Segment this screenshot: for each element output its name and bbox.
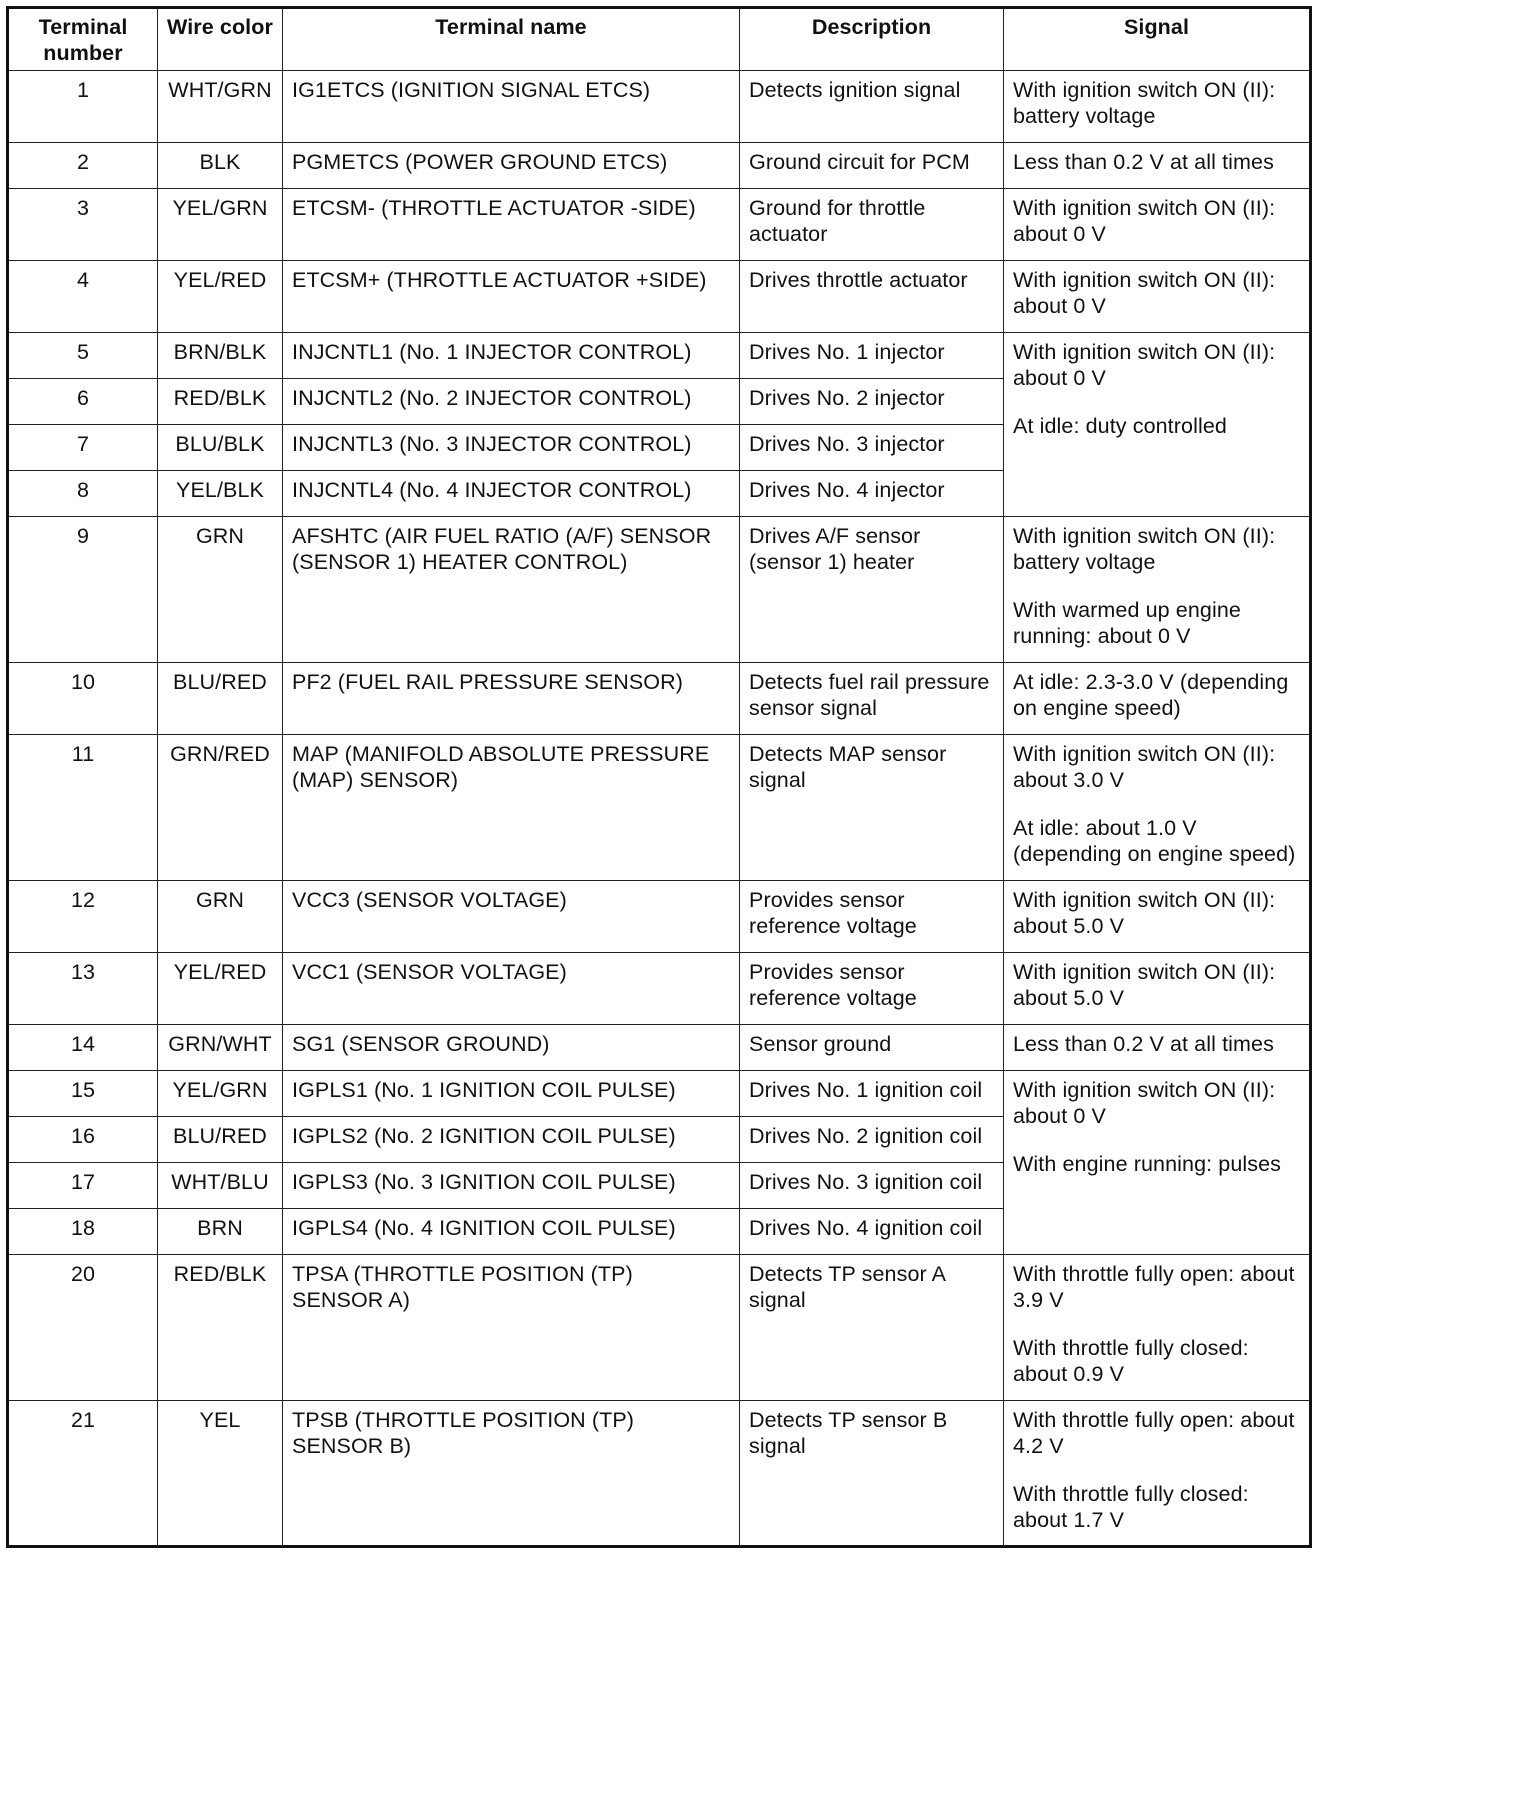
signal-text: With throttle fully closed: about 0.9 V [1013,1336,1249,1386]
wire-color: WHT/BLU [158,1163,283,1209]
signal-text: With ignition switch ON (II): about 3.0 V [1013,742,1276,792]
signal-text: With ignition switch ON (II): about 0 V [1013,268,1276,318]
terminal-description: Drives No. 1 injector [740,333,1004,379]
terminal-name: INJCNTL1 (No. 1 INJECTOR CONTROL) [283,333,740,379]
terminal-description: Detects MAP sensor signal [740,735,1004,881]
terminal-signal [1004,881,1311,953]
terminal-name: VCC1 (SENSOR VOLTAGE) [283,953,740,1025]
wire-color: BLU/RED [158,663,283,735]
table-row [8,333,1311,379]
terminal-number: 7 [8,425,158,471]
wire-color: BLK [158,143,283,189]
terminal-name: ETCSM+ (THROTTLE ACTUATOR +SIDE) [283,261,740,333]
terminal-name: IGPLS3 (No. 3 IGNITION COIL PULSE) [283,1163,740,1209]
terminal-number: 3 [8,189,158,261]
terminal-number: 17 [8,1163,158,1209]
wire-color: YEL/RED [158,953,283,1025]
table-row [8,1255,1311,1401]
wire-color: YEL [158,1401,283,1547]
terminal-number: 14 [8,1025,158,1071]
terminal-number: 6 [8,379,158,425]
wire-color: YEL/RED [158,261,283,333]
terminal-number: 11 [8,735,158,881]
terminal-name: AFSHTC (AIR FUEL RATIO (A/F) SENSOR (SENSOR 1) HEATER CONTROL) [283,517,740,663]
wire-color: BLU/BLK [158,425,283,471]
terminal-signal [1004,663,1311,735]
signal-text: With throttle fully open: about 3.9 V [1013,1262,1295,1312]
terminal-number: 21 [8,1401,158,1547]
terminal-signal [1004,1071,1311,1255]
terminal-name: MAP (MANIFOLD ABSOLUTE PRESSURE (MAP) SENSOR) [283,735,740,881]
terminal-description: Drives No. 2 injector [740,379,1004,425]
terminal-name: TPSA (THROTTLE POSITION (TP) SENSOR A) [283,1255,740,1401]
terminal-description: Drives throttle actuator [740,261,1004,333]
wire-color: GRN/WHT [158,1025,283,1071]
header-wire-color: Wire color [158,8,283,71]
terminal-signal [1004,333,1311,517]
signal-text: With warmed up engine running: about 0 V [1013,598,1241,648]
terminal-number: 2 [8,143,158,189]
pinout-sheet [6,6,1309,1548]
terminal-description: Detects ignition signal [740,71,1004,143]
terminal-signal [1004,189,1311,261]
terminal-number: 18 [8,1209,158,1255]
wire-color: BRN/BLK [158,333,283,379]
terminal-name: TPSB (THROTTLE POSITION (TP) SENSOR B) [283,1401,740,1547]
terminal-name: IGPLS4 (No. 4 IGNITION COIL PULSE) [283,1209,740,1255]
terminal-number: 4 [8,261,158,333]
terminal-description: Sensor ground [740,1025,1004,1071]
table-row [8,1025,1311,1071]
table-row [8,663,1311,735]
terminal-number: 15 [8,1071,158,1117]
table-row [8,953,1311,1025]
signal-text: At idle: about 1.0 V (depending on engine speed) [1013,816,1296,866]
signal-text: With throttle fully closed: about 1.7 V [1013,1482,1249,1532]
terminal-name: IG1ETCS (IGNITION SIGNAL ETCS) [283,71,740,143]
terminal-signal [1004,1255,1311,1401]
wire-color: YEL/GRN [158,1071,283,1117]
table-row [8,1401,1311,1547]
terminal-name: SG1 (SENSOR GROUND) [283,1025,740,1071]
signal-text: At idle: 2.3-3.0 V (depending on engine speed) [1013,670,1289,720]
terminal-signal [1004,517,1311,663]
table-row [8,1071,1311,1117]
terminal-signal [1004,735,1311,881]
terminal-name: INJCNTL3 (No. 3 INJECTOR CONTROL) [283,425,740,471]
terminal-number: 10 [8,663,158,735]
terminal-number: 16 [8,1117,158,1163]
terminal-name: ETCSM- (THROTTLE ACTUATOR -SIDE) [283,189,740,261]
terminal-description: Detects TP sensor B signal [740,1401,1004,1547]
terminal-description: Detects TP sensor A signal [740,1255,1004,1401]
wire-color: GRN [158,517,283,663]
terminal-signal [1004,143,1311,189]
terminal-number: 12 [8,881,158,953]
wire-color: YEL/BLK [158,471,283,517]
terminal-description: Detects fuel rail pressure sensor signal [740,663,1004,735]
terminal-number: 20 [8,1255,158,1401]
signal-text: With ignition switch ON (II): battery voltage [1013,524,1276,574]
terminal-number: 1 [8,71,158,143]
terminal-number: 9 [8,517,158,663]
terminal-description: Provides sensor reference voltage [740,953,1004,1025]
terminal-description: Ground circuit for PCM [740,143,1004,189]
wire-color: RED/BLK [158,379,283,425]
terminal-signal [1004,1025,1311,1071]
signal-text: With engine running: pulses [1013,1152,1282,1176]
signal-text: With ignition switch ON (II): about 0 V [1013,1078,1276,1128]
terminal-number: 13 [8,953,158,1025]
wire-color: YEL/GRN [158,189,283,261]
header-description: Description [740,8,1004,71]
signal-text: With ignition switch ON (II): about 5.0 V [1013,960,1276,1010]
terminal-number: 8 [8,471,158,517]
wire-color: GRN/RED [158,735,283,881]
signal-text: Less than 0.2 V at all times [1013,150,1274,174]
table-row [8,143,1311,189]
terminal-signal [1004,1401,1311,1547]
signal-text: Less than 0.2 V at all times [1013,1032,1274,1056]
header-signal: Signal [1004,8,1311,71]
header-row [8,8,1311,71]
terminal-description: Drives A/F sensor (sensor 1) heater [740,517,1004,663]
wire-color: GRN [158,881,283,953]
terminal-name: IGPLS2 (No. 2 IGNITION COIL PULSE) [283,1117,740,1163]
header-terminal-number: Terminal number [8,8,158,71]
terminal-description: Drives No. 4 ignition coil [740,1209,1004,1255]
terminal-description: Provides sensor reference voltage [740,881,1004,953]
signal-text: With ignition switch ON (II): about 0 V [1013,340,1276,390]
terminal-number: 5 [8,333,158,379]
terminal-description: Ground for throttle actuator [740,189,1004,261]
terminal-name: INJCNTL4 (No. 4 INJECTOR CONTROL) [283,471,740,517]
terminal-signal [1004,261,1311,333]
header-terminal-name: Terminal name [283,8,740,71]
signal-text: At idle: duty controlled [1013,414,1227,438]
wire-color: WHT/GRN [158,71,283,143]
terminal-description: Drives No. 3 injector [740,425,1004,471]
table-row [8,881,1311,953]
wire-color: BLU/RED [158,1117,283,1163]
table-row [8,517,1311,663]
table-row [8,71,1311,143]
terminal-signal [1004,71,1311,143]
terminal-description: Drives No. 1 ignition coil [740,1071,1004,1117]
signal-text: With ignition switch ON (II): battery voltage [1013,78,1276,128]
wire-color: BRN [158,1209,283,1255]
signal-text: With throttle fully open: about 4.2 V [1013,1408,1295,1458]
table-row [8,261,1311,333]
table-row [8,735,1311,881]
terminal-description: Drives No. 2 ignition coil [740,1117,1004,1163]
terminal-name: IGPLS1 (No. 1 IGNITION COIL PULSE) [283,1071,740,1117]
table-row [8,189,1311,261]
terminal-description: Drives No. 4 injector [740,471,1004,517]
terminal-name: INJCNTL2 (No. 2 INJECTOR CONTROL) [283,379,740,425]
terminal-table [6,6,1312,1548]
terminal-signal [1004,953,1311,1025]
terminal-name: PF2 (FUEL RAIL PRESSURE SENSOR) [283,663,740,735]
terminal-name: VCC3 (SENSOR VOLTAGE) [283,881,740,953]
signal-text: With ignition switch ON (II): about 0 V [1013,196,1276,246]
wire-color: RED/BLK [158,1255,283,1401]
terminal-description: Drives No. 3 ignition coil [740,1163,1004,1209]
signal-text: With ignition switch ON (II): about 5.0 V [1013,888,1276,938]
terminal-name: PGMETCS (POWER GROUND ETCS) [283,143,740,189]
